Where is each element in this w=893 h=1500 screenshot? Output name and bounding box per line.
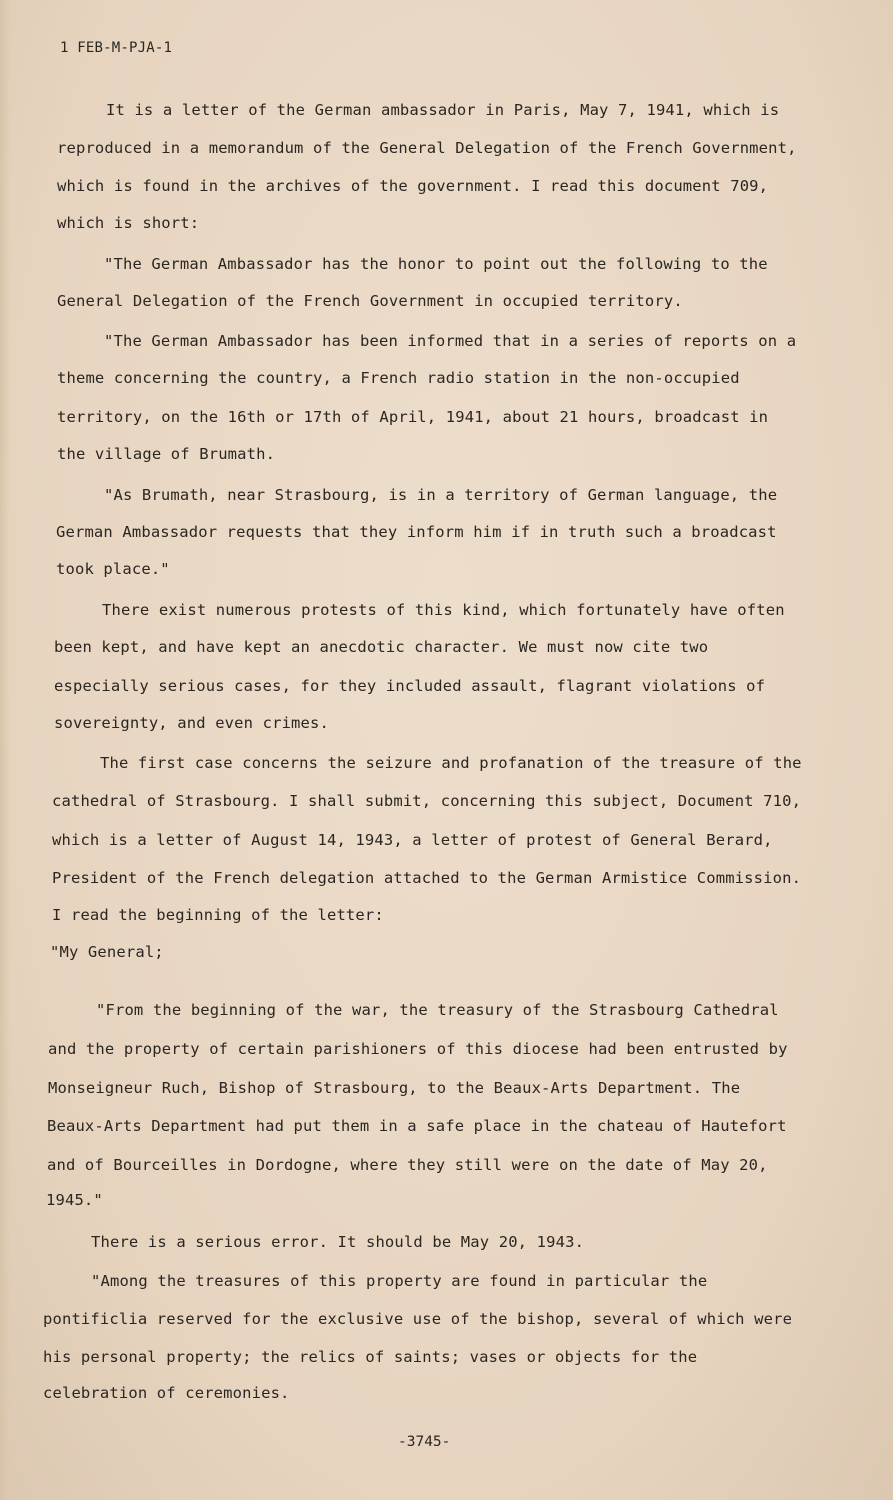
- text-line: reproduced in a memorandum of the General Delegation of the French Government,: [57, 139, 797, 157]
- text-line: "My General;: [50, 943, 164, 961]
- text-line: the village of Brumath.: [57, 445, 276, 463]
- text-line: pontificlia reserved for the exclusive use of the bishop, several of which were: [43, 1310, 793, 1328]
- text-line: German Ambassador requests that they inform him if in truth such a broadcast: [56, 523, 777, 541]
- text-line: General Delegation of the French Government in occupied territory.: [57, 292, 683, 310]
- text-line: took place.": [56, 560, 170, 578]
- text-line: 1945.": [46, 1191, 103, 1209]
- text-line: territory, on the 16th or 17th of April, 1941, about 21 hours, broadcast in: [57, 408, 769, 426]
- text-line: "The German Ambassador has the honor to point out the following to the: [104, 255, 768, 273]
- text-line: President of the French delegation attached to the German Armistice Commission.: [52, 869, 802, 887]
- text-line: been kept, and have kept an anecdotic character. We must now cite two: [54, 638, 709, 656]
- text-line: which is found in the archives of the government. I read this document 709,: [57, 177, 769, 195]
- text-line: which is a letter of August 14, 1943, a letter of protest of General Berard,: [52, 831, 773, 849]
- text-line: Monseigneur Ruch, Bishop of Strasbourg, to the Beaux-Arts Department. The: [48, 1079, 741, 1097]
- text-line: especially serious cases, for they included assault, flagrant violations of: [54, 677, 766, 695]
- text-line: Beaux-Arts Department had put them in a safe place in the chateau of Hautefort: [47, 1117, 787, 1135]
- document-id: 1 FEB-M-PJA-1: [60, 40, 173, 56]
- text-line: "As Brumath, near Strasbourg, is in a territory of German language, the: [104, 486, 778, 504]
- text-line: his personal property; the relics of saints; vases or objects for the: [43, 1348, 698, 1366]
- text-line: It is a letter of the German ambassador in Paris, May 7, 1941, which is: [106, 101, 780, 119]
- text-line: The first case concerns the seizure and profanation of the treasure of the: [100, 754, 802, 772]
- text-line: and the property of certain parishioners of this diocese had been entrusted by: [48, 1040, 788, 1058]
- text-line: "Among the treasures of this property are found in particular the: [91, 1272, 708, 1290]
- text-line: theme concerning the country, a French radio station in the non-occupied: [57, 369, 740, 387]
- text-line: and of Bourceilles in Dordogne, where they still were on the date of May 20,: [47, 1156, 768, 1174]
- page-number: -3745-: [398, 1434, 451, 1450]
- text-line: "The German Ambassador has been informed that in a series of reports on a: [104, 332, 797, 350]
- text-line: "From the beginning of the war, the treasury of the Strasbourg Cathedral: [96, 1001, 779, 1019]
- text-line: cathedral of Strasbourg. I shall submit, concerning this subject, Document 710,: [52, 792, 802, 810]
- text-line: which is short:: [57, 214, 200, 232]
- text-line: There exist numerous protests of this kind, which fortunately have often: [102, 601, 785, 619]
- text-line: There is a serious error. It should be May 20, 1943.: [91, 1233, 585, 1251]
- page-edge-shadow: [0, 0, 10, 1500]
- text-line: I read the beginning of the letter:: [52, 906, 384, 924]
- text-line: sovereignty, and even crimes.: [54, 714, 329, 732]
- text-line: celebration of ceremonies.: [43, 1384, 290, 1402]
